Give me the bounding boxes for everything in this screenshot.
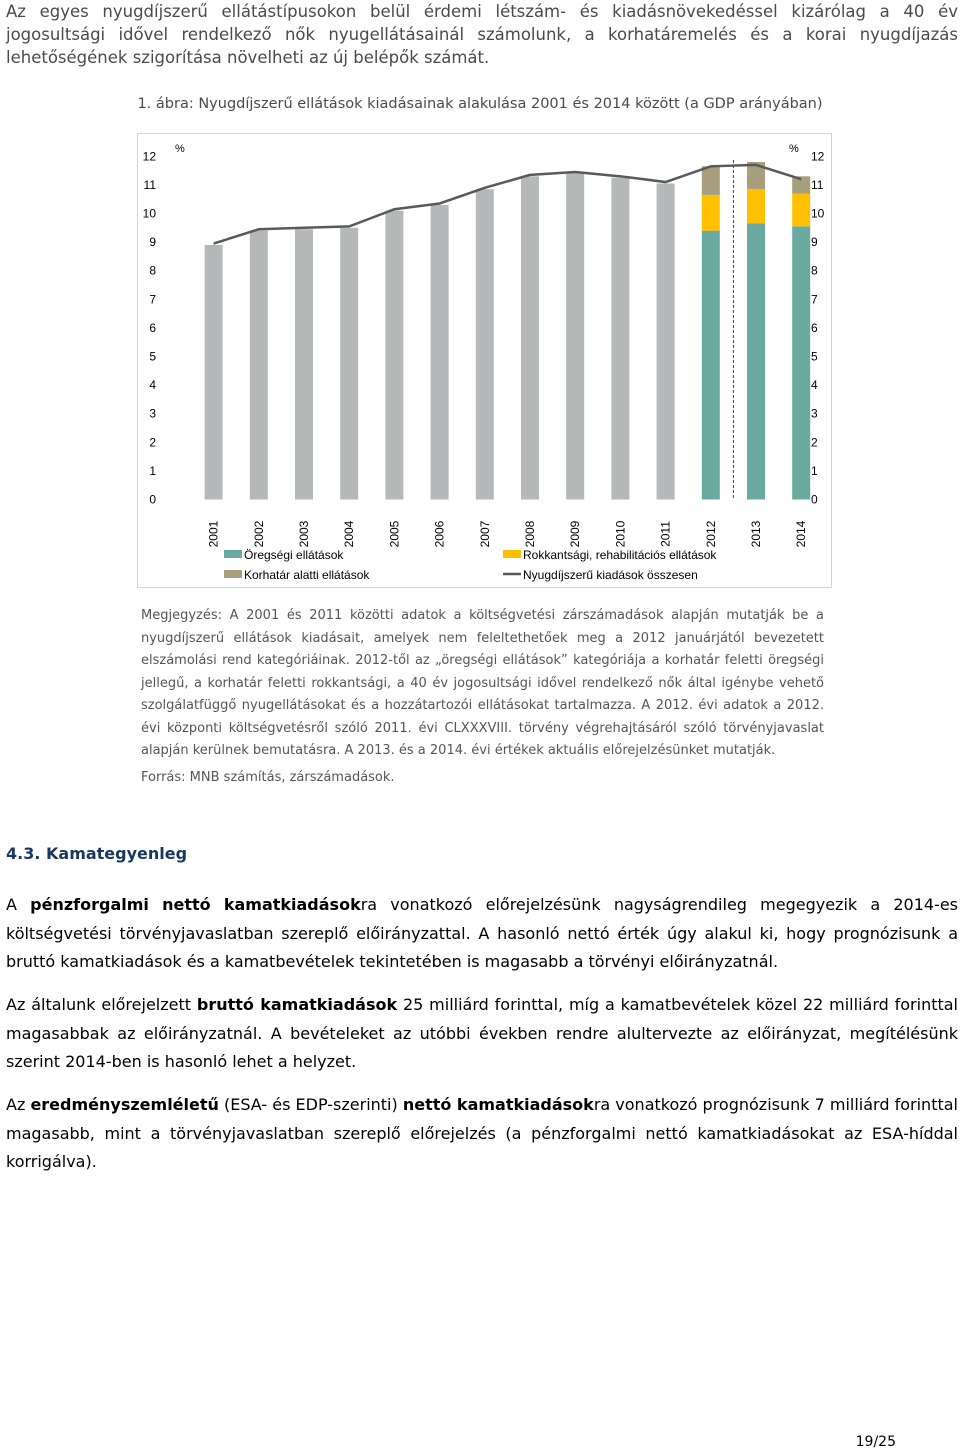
p1-space-1 xyxy=(149,895,162,914)
y-tick-left: 11 xyxy=(143,177,156,192)
intro-paragraph: Az egyes nyugdíjszerű ellátástípusokon belül érdemi létszám- és kiadásnövekedéssel kizárólag a 40 év jogosultsági idővel rendelkező nők nyugellátásainál számolunk, a korhatáremelés és a korai nyugdíjazás lehetőségének szigorítása növelheti az új belépők számát. xyxy=(6,2,958,67)
x-tick-label: 2004 xyxy=(342,520,357,548)
y-tick-left: 10 xyxy=(142,206,156,221)
paragraph-1 xyxy=(6,891,958,977)
p2-bold: bruttó kamatkiadások xyxy=(196,995,398,1014)
legend-swatch xyxy=(224,570,242,578)
bar-segment xyxy=(747,189,765,223)
bar-historical xyxy=(385,211,403,500)
p3-text-c1: (ESA- és EDP-szerinti) xyxy=(218,1095,403,1114)
bar-segment xyxy=(702,166,720,195)
right-unit-label: % xyxy=(789,143,799,155)
p3-bold-1: eredményszemléletű xyxy=(30,1095,219,1114)
y-tick-right: 6 xyxy=(811,320,818,335)
p1-text-c: ra vonatkozó előrejelzésünk nagyságrendileg megegyezik a 2014-es költségvetési törvényjavaslatban szereplő előirányzattal. A hasonló nettó érték úgy alakul ki, hogy prognózisunk a bruttó kamatkiadások és a kamatbevételek tekintetében is magasabb a törvényi előirányzatnál. xyxy=(6,895,959,971)
x-tick-label: 2007 xyxy=(477,520,492,548)
y-tick-left: 7 xyxy=(149,292,156,307)
y-tick-right: 12 xyxy=(811,149,825,164)
y-tick-left: 4 xyxy=(149,378,156,393)
bar-segment xyxy=(702,231,720,500)
bar-segment xyxy=(792,193,810,226)
page-number: 19/25 xyxy=(855,1434,896,1450)
legend-label: Rokkantsági, rehabilitációs ellátások xyxy=(523,548,717,562)
y-tick-left: 3 xyxy=(149,406,156,421)
x-tick-label: 2003 xyxy=(297,520,311,548)
legend-label: Öregségi ellátások xyxy=(244,548,344,562)
legend-swatch xyxy=(503,550,521,558)
bar-historical xyxy=(340,228,358,500)
paragraph-2 xyxy=(6,991,958,1077)
y-tick-right: 3 xyxy=(811,406,818,421)
y-tick-right: 8 xyxy=(811,263,818,278)
y-tick-left: 5 xyxy=(149,349,156,364)
bar-segment xyxy=(702,195,720,231)
x-tick-label: 2012 xyxy=(703,520,718,548)
y-tick-left: 1 xyxy=(149,463,156,478)
x-tick-label: 2010 xyxy=(613,520,628,548)
y-tick-left: 2 xyxy=(149,435,156,450)
x-tick-label: 2008 xyxy=(523,520,537,548)
bar-historical xyxy=(657,183,675,499)
bar-historical xyxy=(250,231,268,500)
p1-text-a: A xyxy=(6,895,31,914)
bar-segment xyxy=(792,226,810,499)
p3-text-c2: ra vonatkozó prognózisunk 7 milliárd forinttal magasabb, mint a törvényjavaslatban szereplő előrejelzés (a pénzforgalmi nettó kamatkiadásokat az ESA-híddal korrigálva). xyxy=(6,1095,958,1171)
p2-text-a: Az általunk előrejelzett xyxy=(6,995,197,1014)
legend-label: Korhatár alatti ellátások xyxy=(244,568,370,582)
expenditure-chart xyxy=(138,134,831,587)
bar-historical xyxy=(476,189,494,499)
chart-container xyxy=(137,133,832,588)
y-tick-right: 9 xyxy=(811,235,818,250)
y-tick-right: 11 xyxy=(811,177,824,192)
y-tick-right: 10 xyxy=(811,206,825,221)
p3-bold-2: nettó kamatkiadások xyxy=(402,1095,594,1114)
bar-segment xyxy=(747,224,765,500)
bar-historical xyxy=(431,205,449,500)
x-tick-label: 2014 xyxy=(794,520,809,548)
y-tick-right: 5 xyxy=(811,349,818,364)
p2-text-c: 25 milliárd forinttal, míg a kamatbevételek közel 22 milliárd forinttal magasabbak az előirányzatnál. A bevételeket az utóbbi években rendre alultervezte az előirányzat, megítélésünk szerint 2014-ben is hasonló lehet a helyzet. xyxy=(6,995,959,1071)
figure-title: 1. ábra: Nyugdíjszerű ellátások kiadásainak alakulása 2001 és 2014 között (a GDP arányában) xyxy=(137,96,823,112)
chart-note: Megjegyzés: A 2001 és 2011 közötti adatok a költségvetési zárszámadások alapján mutatják be a nyugdíjszerű ellátások kiadásait, amelyek nem feleltethetőek meg a 2012 januárjától bevezetett elszámolási rend kategóriáinak. 2012-től az „öregségi ellátások” kategóriája a korhatár feletti öregségi jellegű, a korhatár feletti rokkantsági, a 40 év jogosultsági idővel rendelkező nők által igénybe vehető szolgálatfüggő nyugellátásokat és a hozzátartozói ellátásokat tartalmazza. A 2012. évi adatok a 2012. évi központi költségvetésről szóló 2011. évi CLXXXVIII. törvény végrehajtásáról szóló törvényjavaslat alapján kerülnek bemutatásra. A 2013. és a 2014. évi értékek aktuális előrejelzésünket mutatják. xyxy=(141,608,824,758)
paragraph-3 xyxy=(6,1091,958,1177)
y-tick-left: 12 xyxy=(142,149,156,164)
legend-swatch xyxy=(224,550,242,558)
y-tick-left: 0 xyxy=(149,492,156,507)
y-tick-left: 6 xyxy=(149,320,156,335)
x-tick-label: 2013 xyxy=(749,520,763,548)
p1-bold-2: nettó xyxy=(162,895,211,914)
x-tick-label: 2011 xyxy=(658,521,673,547)
bar-historical xyxy=(295,229,313,499)
x-tick-label: 2002 xyxy=(251,520,266,548)
x-tick-label: 2001 xyxy=(206,520,221,548)
y-tick-right: 2 xyxy=(811,435,818,450)
x-tick-label: 2005 xyxy=(387,520,402,548)
p1-bold-1: pénzforgalmi xyxy=(30,895,149,914)
y-tick-left: 8 xyxy=(149,263,156,278)
bar-historical xyxy=(205,245,223,500)
section-heading: 4.3. Kamategyenleg xyxy=(6,844,188,863)
bar-historical xyxy=(611,178,629,500)
x-tick-label: 2006 xyxy=(432,520,447,548)
bar-historical xyxy=(521,176,539,499)
y-tick-right: 0 xyxy=(811,492,818,507)
y-tick-right: 7 xyxy=(811,292,818,307)
chart-source: Forrás: MNB számítás, zárszámadások. xyxy=(141,770,395,785)
y-tick-left: 9 xyxy=(149,235,156,250)
left-unit-label: % xyxy=(175,143,185,155)
y-tick-right: 4 xyxy=(811,378,818,393)
legend-label: Nyugdíjszerű kiadások összesen xyxy=(523,568,698,582)
p1-space-2 xyxy=(211,895,224,914)
y-tick-right: 1 xyxy=(811,463,818,478)
p1-bold-3: kamatkiadások xyxy=(223,895,361,914)
p3-text-a: Az xyxy=(6,1095,31,1114)
x-tick-label: 2009 xyxy=(568,520,583,548)
bar-historical xyxy=(566,173,584,499)
